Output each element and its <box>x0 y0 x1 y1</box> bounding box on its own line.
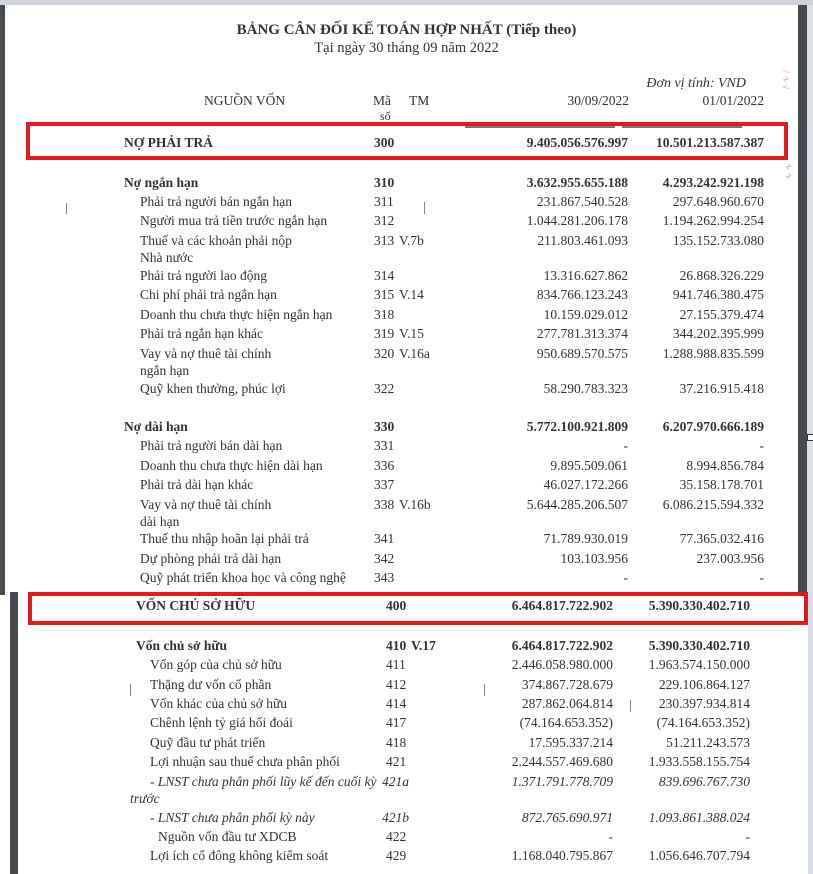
value-previous-period: 35.158.178.701 <box>679 477 764 492</box>
value-current-period: 13.316.627.862 <box>543 268 628 283</box>
value-current-period: 9.895.509.061 <box>550 458 628 473</box>
table-row <box>0 696 813 714</box>
account-code: 300 <box>374 135 395 150</box>
value-current-period: 3.632.955.655.188 <box>526 175 628 190</box>
row-label: Nguồn vốn đầu tư XDCB <box>158 829 297 844</box>
header-code: Mã <box>373 93 391 108</box>
document-title: BẢNG CÂN ĐỐI KẾ TOÁN HỢP NHẤT (Tiếp theo) <box>236 22 577 38</box>
value-current-period: 103.103.956 <box>560 551 628 566</box>
row-label: Chênh lệnh tỷ giá hối đoái <box>150 715 293 730</box>
row-label: Thuế và các khoản phải nộp <box>140 233 292 248</box>
account-code: 318 <box>374 307 395 322</box>
row-label: Nợ dài hạn <box>124 419 188 434</box>
row-label: Quỹ phát triển khoa học và công nghệ <box>140 570 346 585</box>
value-previous-period: 344.202.395.999 <box>672 326 764 341</box>
value-current-period: 9.405.056.576.997 <box>526 135 628 150</box>
value-previous-period: 1.963.574.150.000 <box>648 657 750 672</box>
row-label: VỐN CHỦ SỞ HỮU <box>136 598 256 613</box>
header-date-previous: 01/01/2022 <box>702 93 764 108</box>
table-row <box>0 458 813 476</box>
row-label: Dự phòng phải trả dài hạn <box>140 551 282 566</box>
value-current-period: 58.290.783.323 <box>543 381 628 396</box>
value-current-period: 834.766.123.243 <box>536 287 628 302</box>
account-code: 429 <box>386 848 407 863</box>
account-code: 314 <box>374 268 395 283</box>
account-code: 337 <box>374 477 395 492</box>
value-previous-period: - <box>759 570 764 585</box>
row-label: Phải trả dài hạn khác <box>140 477 254 492</box>
account-code: 320 <box>374 346 395 361</box>
row-label: Lợi nhuận sau thuế chưa phân phối <box>150 754 340 769</box>
value-previous-period: 6.086.215.594.332 <box>662 497 764 512</box>
table-row <box>0 213 813 231</box>
row-label: Vay và nợ thuê tài chính <box>140 497 272 512</box>
value-previous-period: 1.093.861.388.024 <box>648 810 750 825</box>
table-row <box>0 194 813 212</box>
account-code: 330 <box>374 419 395 434</box>
value-current-period: 231.867.540.528 <box>536 194 628 209</box>
table-row <box>0 551 813 569</box>
row-label: Phải trả người bán ngắn hạn <box>140 194 293 209</box>
value-previous-period: 26.868.326.229 <box>679 268 764 283</box>
table-row <box>0 419 813 437</box>
value-current-period: 2.446.058.980.000 <box>511 657 613 672</box>
header-note: TM <box>409 93 430 108</box>
account-code: 331 <box>374 438 395 453</box>
account-code: 336 <box>374 458 395 473</box>
row-label: Quỹ đầu tư phát triển <box>150 735 266 750</box>
value-previous-period: 37.216.915.418 <box>679 381 764 396</box>
table-row <box>0 381 813 399</box>
value-previous-period: 1.056.646.707.794 <box>648 848 750 863</box>
value-current-period: (74.164.653.352) <box>519 715 613 730</box>
table-row <box>0 268 813 286</box>
table-row <box>0 477 813 495</box>
highlight-liabilities-total <box>26 122 788 160</box>
value-current-period: 950.689.570.575 <box>536 346 628 361</box>
account-code: 338 <box>374 497 395 512</box>
value-current-period: 46.027.172.266 <box>543 477 628 492</box>
account-code: 322 <box>374 381 395 396</box>
value-current-period: 71.789.930.019 <box>543 531 628 546</box>
row-label-continued: Nhà nước <box>140 250 194 265</box>
account-code: 315 <box>374 287 395 302</box>
account-code: 418 <box>386 735 407 750</box>
value-previous-period: (74.164.653.352) <box>656 715 750 730</box>
value-previous-period: 1.933.558.155.754 <box>648 754 750 769</box>
row-label: NỢ PHẢI TRẢ <box>124 135 214 150</box>
table-row <box>0 657 813 675</box>
scan-artifact <box>484 684 485 696</box>
account-code: 421 <box>386 754 407 769</box>
table-row <box>0 848 813 866</box>
value-current-period: 1.371.791.778.709 <box>511 774 613 789</box>
document-subtitle: Tại ngày 30 tháng 09 năm 2022 <box>314 40 499 56</box>
value-previous-period: 941.746.380.475 <box>672 287 764 302</box>
account-code: 311 <box>374 194 394 209</box>
value-previous-period: 135.152.733.080 <box>672 233 764 248</box>
value-previous-period: 4.293.242.921.198 <box>662 175 764 190</box>
value-current-period: 287.862.064.814 <box>521 696 613 711</box>
value-current-period: 6.464.817.722.902 <box>511 598 613 613</box>
table-row <box>0 175 813 193</box>
value-previous-period: 839.696.767.730 <box>658 774 750 789</box>
value-previous-period: 5.390.330.402.710 <box>648 638 750 653</box>
account-code: 411 <box>386 657 406 672</box>
note-ref: V.16a <box>399 346 430 361</box>
row-label: - LNST chưa phân phối lũy kế đến cuối kỳ <box>150 774 377 789</box>
value-previous-period: 77.365.032.416 <box>679 531 764 546</box>
account-code: 343 <box>374 570 395 585</box>
value-previous-period: - <box>759 438 764 453</box>
row-label: Phải trả người lao động <box>140 268 267 283</box>
table-row <box>0 638 813 656</box>
header-date-current: 30/09/2022 <box>567 93 629 108</box>
note-ref: V.16b <box>399 497 431 512</box>
row-label: Phải trả ngắn hạn khác <box>140 326 263 341</box>
margin-stamp-mark: / ∿ √ <box>781 70 791 90</box>
value-previous-period: 51.211.243.573 <box>666 735 750 750</box>
value-current-period: 17.595.337.214 <box>528 735 613 750</box>
table-row <box>0 570 813 588</box>
header-code-line2: số <box>380 109 391 123</box>
table-row <box>0 438 813 456</box>
value-previous-period: 27.155.379.474 <box>679 307 764 322</box>
table-row <box>0 233 813 265</box>
account-code: 400 <box>386 598 407 613</box>
row-label: - LNST chưa phân phối kỳ này <box>150 810 315 825</box>
row-label: Lợi ích cổ đông không kiểm soát <box>150 848 329 863</box>
value-previous-period: 237.003.956 <box>696 551 764 566</box>
scan-artifact <box>130 684 131 696</box>
value-current-period: 1.044.281.206.178 <box>526 213 628 228</box>
table-row <box>0 677 813 695</box>
value-current-period: 374.867.728.679 <box>521 677 613 692</box>
table-row <box>0 774 813 806</box>
value-current-period: - <box>623 438 628 453</box>
row-label-continued: trước <box>130 791 160 806</box>
row-label: Thặng dư vốn cổ phần <box>150 677 272 692</box>
header-source: NGUỒN VỐN <box>204 93 286 108</box>
account-code: 414 <box>386 696 407 711</box>
table-row <box>0 326 813 344</box>
account-code: 412 <box>386 677 407 692</box>
account-code: 417 <box>386 715 407 730</box>
table-row <box>0 810 813 828</box>
row-label: Vốn khác của chủ sở hữu <box>150 696 288 711</box>
value-previous-period: 229.106.864.127 <box>658 677 750 692</box>
row-label: Quỹ khen thưởng, phúc lợi <box>140 381 286 396</box>
row-label: Doanh thu chưa thực hiện ngắn hạn <box>140 307 333 322</box>
margin-stamp-mark: ∿ ∿ <box>784 162 794 180</box>
window-top-edge <box>0 0 813 5</box>
row-label-continued: dài hạn <box>140 514 180 529</box>
table-row <box>0 735 813 753</box>
value-previous-period: - <box>745 829 750 844</box>
value-current-period: 211.803.461.093 <box>537 233 628 248</box>
scan-artifact <box>630 700 631 712</box>
value-current-period: 10.159.029.012 <box>543 307 628 322</box>
row-label: Phải trả người bán dài hạn <box>140 438 283 453</box>
value-current-period: 6.464.817.722.902 <box>511 638 613 653</box>
row-label: Vốn chủ sở hữu <box>136 638 227 653</box>
account-code: 312 <box>374 213 395 228</box>
value-current-period: 5.644.285.206.507 <box>526 497 628 512</box>
table-row <box>0 754 813 772</box>
account-code: 421b <box>382 810 409 825</box>
table-row <box>0 715 813 733</box>
account-code: 310 <box>374 175 395 190</box>
value-previous-period: 5.390.330.402.710 <box>648 598 750 613</box>
row-label: Vốn góp của chủ sở hữu <box>150 657 282 672</box>
row-label: Nợ ngắn hạn <box>124 175 199 190</box>
highlight-equity-total <box>28 592 808 625</box>
value-previous-period: 297.648.960.670 <box>672 194 764 209</box>
value-previous-period: 8.994.856.784 <box>686 458 764 473</box>
value-current-period: - <box>623 570 628 585</box>
row-label: Chi phí phải trả ngắn hạn <box>140 287 277 302</box>
account-code: 410 <box>386 638 407 653</box>
scan-artifact <box>66 203 67 214</box>
table-row <box>0 287 813 305</box>
note-ref: V.15 <box>399 326 424 341</box>
row-label: Thuế thu nhập hoãn lại phải trả <box>140 531 309 546</box>
account-code: 319 <box>374 326 395 341</box>
table-row <box>0 531 813 549</box>
value-current-period: 1.168.040.795.867 <box>511 848 613 863</box>
value-previous-period: 10.501.213.587.387 <box>656 135 764 150</box>
value-current-period: 872.765.690.971 <box>521 810 613 825</box>
account-code: 341 <box>374 531 395 546</box>
value-previous-period: 1.288.988.835.599 <box>662 346 764 361</box>
table-row <box>0 829 813 847</box>
value-previous-period: 230.397.934.814 <box>658 696 750 711</box>
currency-unit: Đơn vị tính: VND <box>646 76 746 91</box>
account-code: 422 <box>386 829 407 844</box>
table-row <box>0 346 813 378</box>
row-label: Vay và nợ thuê tài chính <box>140 346 272 361</box>
value-previous-period: 1.194.262.994.254 <box>662 213 764 228</box>
note-ref: V.7b <box>399 233 424 248</box>
row-label: Doanh thu chưa thực hiện dài hạn <box>140 458 323 473</box>
row-label-continued: ngắn hạn <box>140 363 190 378</box>
table-row <box>0 307 813 325</box>
value-previous-period: 6.207.970.666.189 <box>662 419 764 434</box>
value-current-period: 277.781.313.374 <box>536 326 628 341</box>
table-row <box>0 497 813 529</box>
note-ref: V.17 <box>411 638 436 653</box>
row-label: Người mua trả tiền trước ngắn hạn <box>140 213 328 228</box>
account-code: 313 <box>374 233 395 248</box>
value-current-period: 5.772.100.921.809 <box>526 419 628 434</box>
value-current-period: 2.244.557.469.680 <box>511 754 613 769</box>
value-current-period: - <box>608 829 613 844</box>
account-code: 421a <box>382 774 409 789</box>
scan-artifact <box>424 202 425 214</box>
note-ref: V.14 <box>399 287 424 302</box>
account-code: 342 <box>374 551 395 566</box>
